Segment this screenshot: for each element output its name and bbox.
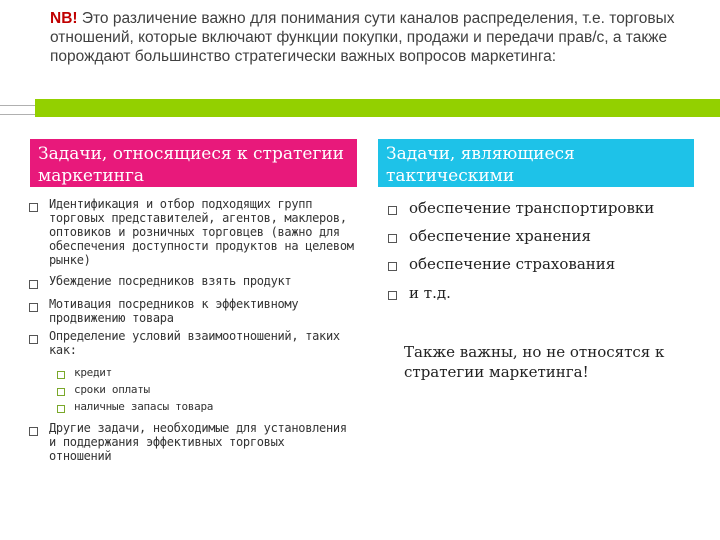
decor-line-top (0, 105, 35, 106)
bullet-square-icon (29, 303, 38, 312)
sub-bullet-icon (57, 405, 65, 413)
list-item: обеспечение хранения (409, 227, 591, 245)
sub-list-item: сроки оплаты (74, 383, 150, 396)
decor-line-bottom (0, 114, 35, 115)
list-item: Мотивация посредников к эффективному продвижению товара (49, 297, 299, 325)
tactical-tasks-header: Задачи, являющиеся тактическими (378, 139, 694, 187)
nb-label: NB! (50, 10, 78, 27)
list-item: Определение условий взаимоотношений, таких как: (49, 329, 340, 357)
bullet-square-icon (29, 427, 38, 436)
list-item: Другие задачи, необходимые для установления и поддержания эффективных торговых отношений (49, 421, 347, 463)
bullet-square-icon (388, 262, 397, 271)
sub-bullet-icon (57, 388, 65, 396)
intro-note (50, 9, 690, 66)
bullet-square-icon (29, 203, 38, 212)
bullet-square-icon (388, 206, 397, 215)
intro-text: Это различение важно для понимания сути каналов распределения, т.е. торговых отношений, которые включают функции покупки, продажи и передачи прав/с, а также порождают большинство стратегически важных вопросов маркетинга: (50, 10, 675, 65)
list-item: Идентификация и отбор подходящих групп торговых представителей, агентов, маклеров, оптовиков и розничных торговцев (важно для обеспечения доступности продуктов на целевом рынке) (49, 197, 354, 267)
bullet-square-icon (388, 234, 397, 243)
strategic-tasks-header: Задачи, относящиеся к стратегии маркетинга (30, 139, 357, 187)
tactical-note: Также важны, но не относятся к стратегии маркетинга! (404, 343, 665, 381)
sub-list-item: кредит (74, 366, 112, 379)
sub-bullet-icon (57, 371, 65, 379)
list-item: обеспечение транспортировки (409, 199, 655, 217)
list-item: и т.д. (409, 284, 451, 302)
list-item: Убеждение посредников взять продукт (49, 274, 292, 288)
bullet-square-icon (29, 335, 38, 344)
bullet-square-icon (388, 291, 397, 300)
list-item: обеспечение страхования (409, 255, 616, 273)
bullet-square-icon (29, 280, 38, 289)
sub-list-item: наличные запасы товара (74, 400, 214, 413)
green-divider-bar (35, 99, 720, 117)
